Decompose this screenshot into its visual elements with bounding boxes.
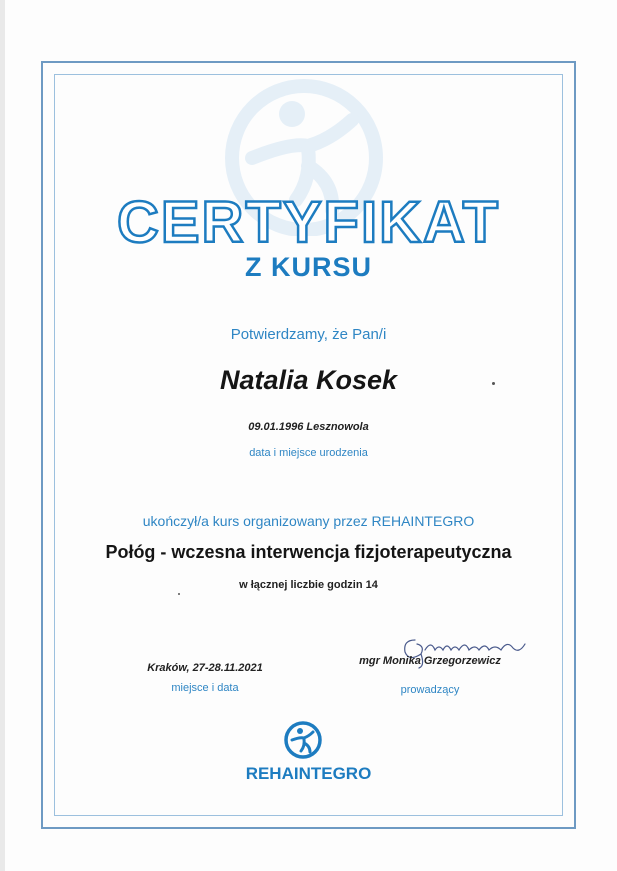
scan-edge: [0, 0, 5, 871]
instructor-caption: prowadzący: [400, 684, 460, 696]
place-date: Kraków, 27-28.11.2021: [147, 662, 263, 674]
birth-info: 09.01.1996 Lesznowola: [248, 421, 369, 433]
place-date-caption: miejsce i data: [171, 682, 239, 694]
participant-name: Natalia Kosek: [219, 365, 398, 395]
organization-logo-text: REHAINTEGRO: [245, 764, 372, 783]
rehaintegro-logo-icon: [283, 720, 323, 760]
course-title: Połóg - wczesna interwencja fizjoterapeutyczna: [105, 542, 512, 562]
birth-caption: data i miejsce urodzenia: [249, 447, 368, 459]
scan-speck: [492, 382, 495, 385]
course-completed-text: ukończył/a kurs organizowany przez REHAINTEGRO: [142, 513, 475, 529]
instructor-name: mgr Monika Grzegorzewicz: [359, 655, 501, 667]
certificate-subtitle: Z KURSU: [245, 252, 372, 282]
course-hours: w łącznej liczbie godzin 14: [239, 579, 378, 591]
confirmation-text: Potwierdzamy, że Pan/i: [230, 326, 387, 343]
certificate-title: CERTYFIKAT: [116, 190, 500, 255]
scan-speck: [178, 593, 180, 595]
